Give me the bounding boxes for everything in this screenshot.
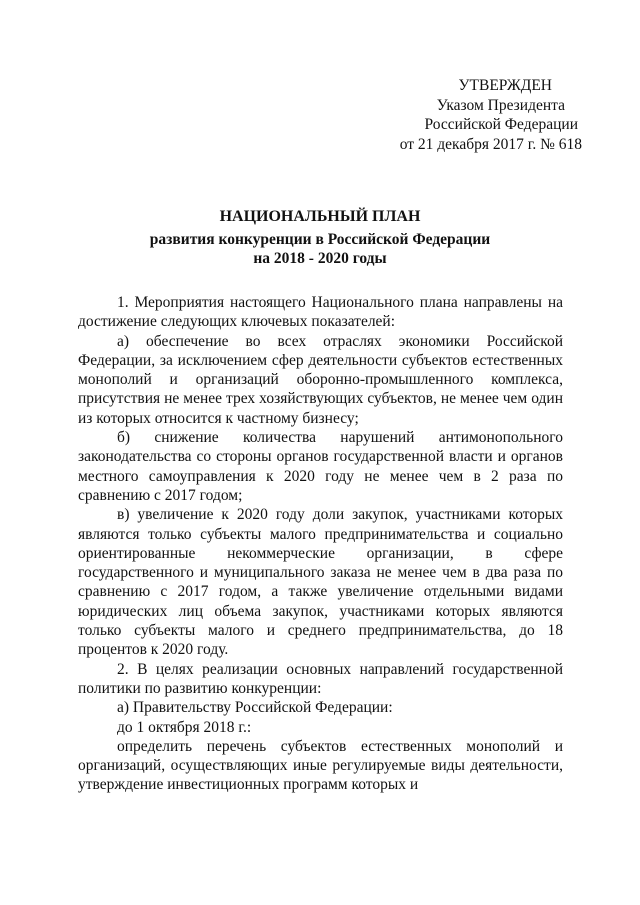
paragraph: в) увеличение к 2020 году доли закупок, участниками которых являются только субъекты малого предпринимательства и социально ориентированные некоммерческие организации, в сфере государственного и муниципального заказа не менее чем в два раза по сравнению с 2017 годом, а также увеличение отдельными видами юридических лиц объема закупок, участниками которых являются только субъекты малого и среднего предпринимательства, до 18 процентов к 2020 году. xyxy=(78,506,563,659)
subtitle-line-2: на 2018 - 2020 годы xyxy=(253,250,387,267)
subtitle-line-1: развития конкуренции в Российской Федерации xyxy=(149,231,491,248)
paragraph: а) обеспечение во всех отраслях экономики Российской Федерации, за исключением сфер деятельности субъектов естественных монополий и организаций оборонно-промышленного комплекса, присутствия не менее трех хозяйствующих субъектов, не менее чем один из которых относится к частному бизнесу; xyxy=(78,332,563,427)
paragraph: 2. В целях реализации основных направлений государственной политики по развитию конкуренции: xyxy=(78,660,563,697)
paragraph: а) Правительству Российской Федерации: xyxy=(117,699,393,717)
approval-country-line: Российской Федерации xyxy=(424,116,578,133)
approval-date-line: от 21 декабря 2017 г. № 618 xyxy=(399,135,582,153)
approval-heading: УТВЕРЖДЕН xyxy=(458,77,552,94)
approval-decree-line: Указом Президента xyxy=(436,96,565,114)
paragraph: 1. Мероприятия настоящего Национального плана направлены на достижение следующих ключевых показателей: xyxy=(78,294,563,331)
document-title: НАЦИОНАЛЬНЫЙ ПЛАН xyxy=(219,208,421,225)
paragraph: до 1 октября 2018 г.: xyxy=(117,718,252,736)
paragraph: определить перечень субъектов естественных монополий и организаций, осуществляющих иные регулируемые виды деятельности, утверждение инвестиционных программ которых и xyxy=(78,737,563,794)
document-body xyxy=(78,293,563,795)
paragraph: б) снижение количества нарушений антимонопольного законодательства со стороны органов государственной власти и органов местного самоуправления к 2020 году не менее чем в 2 раза по сравнению с 2017 годом; xyxy=(78,429,563,504)
document-subtitle xyxy=(0,230,640,268)
approval-stamp xyxy=(322,76,582,154)
